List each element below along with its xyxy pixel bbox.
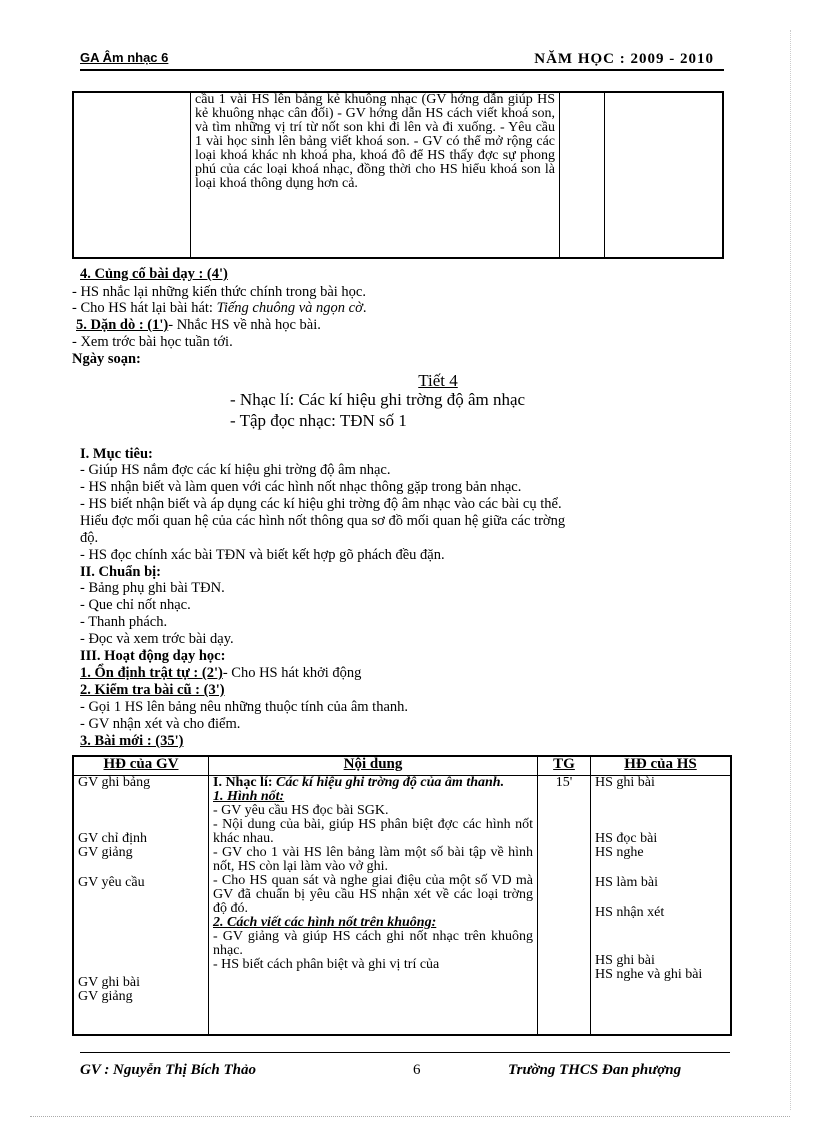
objective-line-6: - HS đọc chính xác bài TĐN và biết kết hợp gõ phách đều đặn. [80,547,445,563]
table-row [73,776,731,1036]
lesson-table-header-row [73,756,731,776]
activities-heading: III. Hoạt động dạy học: [80,648,226,664]
gv-cell-8: GV giảng [78,989,133,1004]
gv-spacer-3 [78,890,204,976]
lesson-table [72,755,732,1036]
gv-spacer-2 [78,860,204,876]
objective-line-4: Hiểu đợc mối quan hệ của các hình nốt thông qua sơ đồ mối quan hệ giữa các trờng [80,513,566,529]
header-school-year: NĂM HỌC : 2009 - 2010 [534,51,714,67]
preparation-line-3: - Thanh phách. [80,614,168,630]
objective-line-5: độ. [80,530,99,546]
hs-spacer-3 [595,890,726,906]
section4-line-2 [72,300,366,316]
content-row-7: 2. Cách viết các hình nốt trên khuông: [213,915,437,930]
row-hs [591,776,732,1036]
objective-line-1: - Giúp HS nắm đợc các kí hiệu ghi trờng độ âm nhạc. [80,462,391,478]
content-row-6: - Cho HS quan sát và nghe giai điệu của một số VD mà GV đã chuẩn bị yêu cầu HS nhận xét về các loại trờng độ đó. [213,873,533,916]
content-row-3: - GV yêu cầu HS đọc bài SGK. [213,803,389,818]
hs-cell-4: HS nghe [595,845,644,860]
hs-cell-6: HS nhận xét [595,905,665,920]
hs-cell-1: HS ghi bài [595,775,655,790]
song-title: Tiếng chuông và ngọn cờ [216,300,363,316]
lesson-title: Tiết 4 [418,371,458,390]
activity-1-heading: 1. Ổn định trật tự : (2') [80,665,223,681]
row-gv [73,776,209,1036]
gv-cell-4: GV giảng [78,845,133,860]
page-edge-dotted [30,1116,790,1117]
activity-1-rest: - Cho HS hát khởi động [222,665,362,681]
hs-cell-7: HS ghi bài [595,953,655,968]
continuation-content-cell: cầu 1 vài HS lên bảng kẻ khuông nhạc (GV hớng dẫn giúp HS kẻ khuông nhạc cân đối) - GV hớng dẫn HS cách viết khoá son, và tìm những vị trí từ nốt son khi đi lên và đi xuống. - Yêu cầu 1 vài học sinh lên bảng viết khoá son. - GV có thể mở rộng các loại khoá khác nh khoá pha, khoá đô để HS thấy đợc sự phong phú của các loại khoá nhạc, đồng thời cho HS hiểu khoá son là loại khoá thông dụng hơn cả. [191,92,560,258]
content-row-5: - GV cho 1 vài HS lên bảng làm một số bài tập về hình nốt, HS còn lại làm vào vở ghi. [213,845,533,874]
content-row-2: 1. Hình nốt: [213,789,285,804]
footer-rule [80,1052,730,1053]
gv-cell-3: GV chỉ định [78,831,147,846]
lesson-subtitle-2: - Tập đọc nhạc: TĐN số 1 [230,411,407,430]
activity-2-line-2: - GV nhận xét và cho điểm. [80,716,241,732]
prep-date: Ngày soạn: [72,351,141,367]
content-row-1-bold: I. Nhạc lí: [213,775,276,790]
objectives-heading: I. Mục tiêu: [80,446,153,462]
preparation-line-2: - Que chỉ nốt nhạc. [80,597,191,613]
section4-heading: 4. Củng cố bài dạy : (4') [80,266,228,282]
continuation-tg-cell [560,92,605,258]
header-tg: TG [538,756,591,776]
hs-spacer-4 [595,920,726,954]
footer-school: Trường THCS Đan phượng [508,1062,682,1078]
section5-heading: 5. Dặn dò : (1') [76,317,169,333]
footer-teacher: GV : Nguyễn Thị Bích Thảo [80,1062,256,1078]
activity-1-line [80,665,361,681]
tg-cell-1: 15' [555,775,573,790]
header-hs: HĐ của HS [591,756,732,776]
section4-line-2-text: - Cho HS hát lại bài hát: [72,300,217,316]
continuation-gv-cell [73,92,191,258]
content-row-8: - GV giảng và giúp HS cách ghi nốt nhạc trên khuông nhạc. [213,929,533,958]
header-subject: GA Âm nhạc 6 [80,50,169,65]
content-row-1 [213,776,533,790]
continuation-hs-cell [605,92,724,258]
gv-cell-5: GV yêu cầu [78,875,145,890]
gv-cell-7: GV ghi bài [78,975,140,990]
preparation-line-1: - Bảng phụ ghi bài TĐN. [80,580,225,596]
hs-spacer-2 [595,860,726,876]
hs-cell-8: HS nghe và ghi bài [595,967,703,982]
footer-page-number: 6 [413,1062,421,1078]
content-row-9: - HS biết cách phân biệt và ghi vị trí của [213,957,440,972]
activity-3-heading: 3. Bài mới : (35') [80,733,184,749]
objective-line-2: - HS nhận biết và làm quen với các hình nốt nhạc thông gặp trong bản nhạc. [80,479,522,495]
header-content: Nội dung [209,756,538,776]
section4-line-1: - HS nhắc lại những kiến thức chính trong bài học. [72,284,366,300]
header-gv: HĐ của GV [73,756,209,776]
row-content [209,776,538,1036]
section4-line-2-end: . [362,300,367,316]
section5-line-heading [76,317,321,333]
hs-spacer-1 [595,790,726,832]
header-rule [80,69,724,71]
gv-cell-1: GV ghi bảng [78,775,151,790]
content-row-1-italic: Các kí hiệu ghi trờng độ của âm thanh. [276,775,505,790]
preparation-heading: II. Chuẩn bị: [80,564,161,580]
activity-2-heading: 2. Kiểm tra bài cũ : (3') [80,682,225,698]
content-row-4: - Nội dung của bài, giúp HS phân biệt đợc các hình nốt khác nhau. [213,817,533,846]
preparation-line-4: - Đọc và xem trớc bài dạy. [80,631,234,647]
row-tg [538,776,591,1036]
gv-spacer-1 [78,790,204,832]
continuation-table [72,91,724,259]
page-edge-vertical [790,30,791,1110]
objective-line-3: - HS biết nhận biết và áp dụng các kí hiệu ghi trờng độ âm nhạc vào các bài cụ thể. [80,496,562,512]
activity-2-line-1: - Gọi 1 HS lên bảng nêu những thuộc tính của âm thanh. [80,699,409,715]
section5-heading-rest: - Nhắc HS về nhà học bài. [168,317,321,333]
gv-spacer-4 [78,1004,204,1034]
lesson-subtitle-1: - Nhạc lí: Các kí hiệu ghi trờng độ âm nhạc [230,390,526,409]
section5-line: - Xem trớc bài học tuần tới. [72,334,233,350]
hs-cell-5: HS làm bài [595,875,658,890]
hs-cell-3: HS đọc bài [595,831,658,846]
